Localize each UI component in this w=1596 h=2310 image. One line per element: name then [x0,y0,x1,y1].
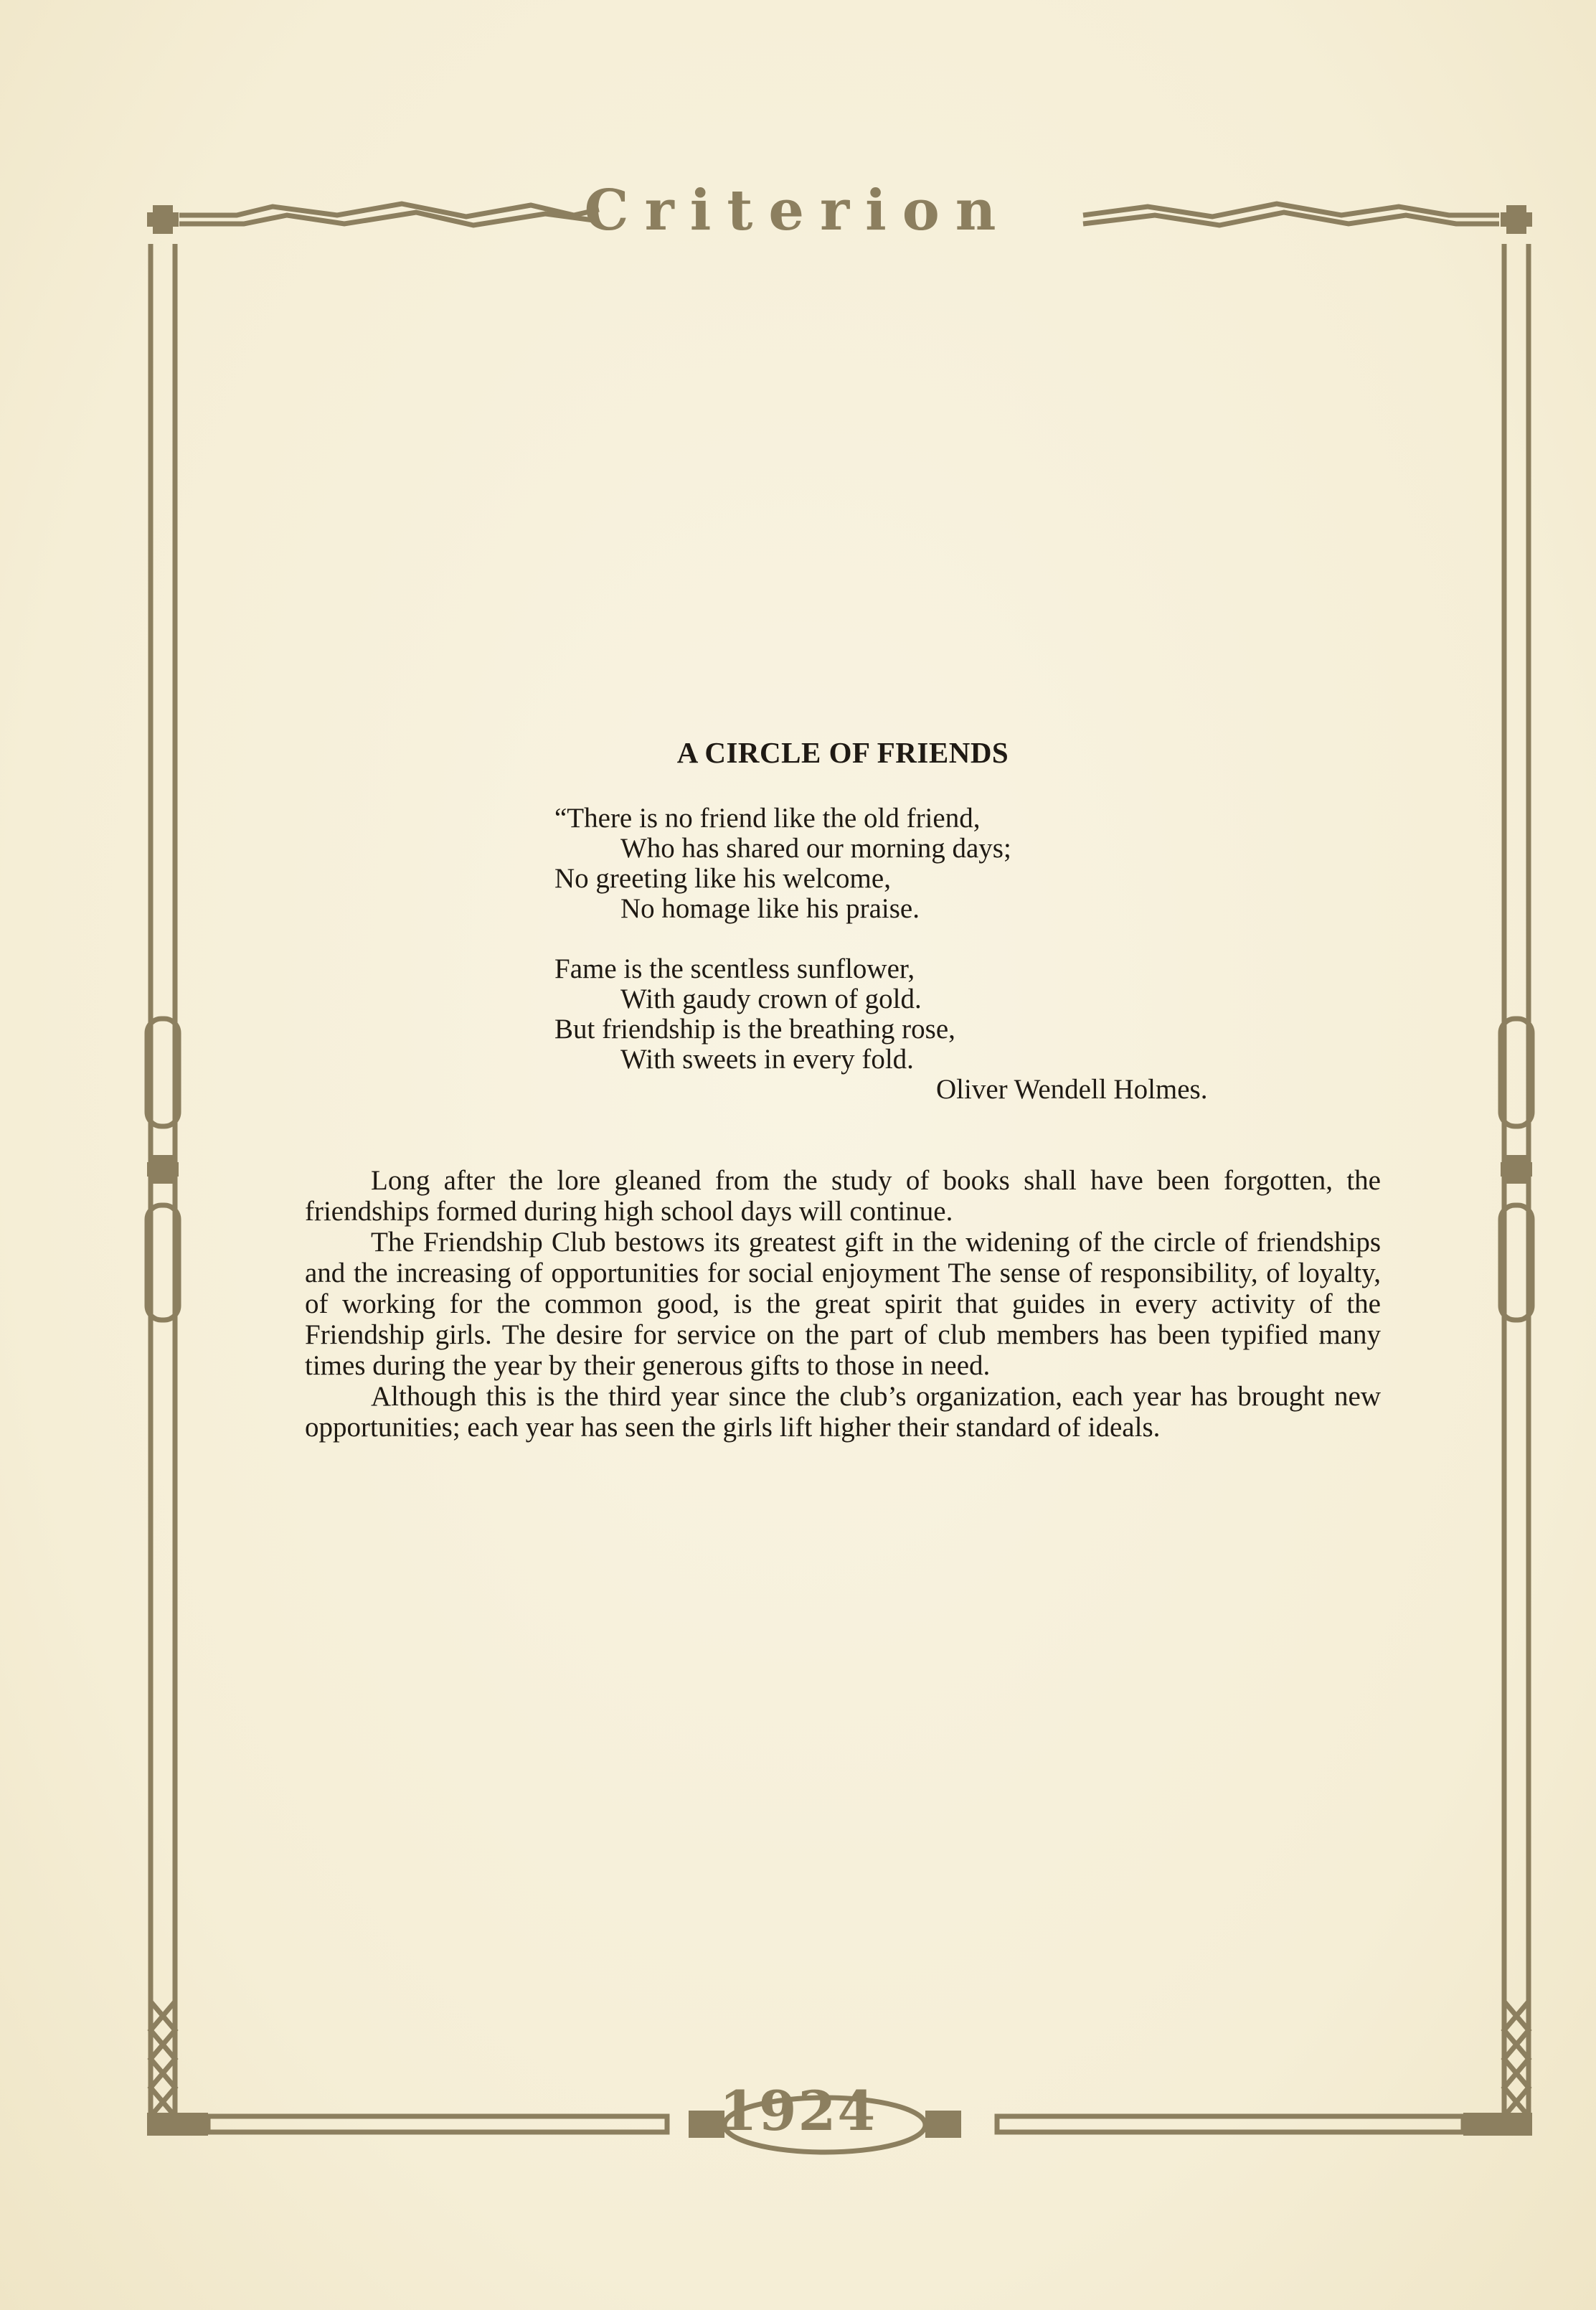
poem-line: But friendship is the breathing rose, [554,1014,955,1045]
article-heading: A CIRCLE OF FRIENDS [676,736,1009,769]
stanza-gap [554,924,1344,954]
yearbook-title: Criterion [584,178,1012,243]
poem-line: No greeting like his welcome, [554,863,891,894]
poem-line: Fame is the scentless sunflower, [554,953,915,984]
body-paragraph: Long after the lore gleaned from the study of books shall have been forgotten, the friendships formed during high school days will continue. [305,1165,1381,1227]
poem-line: With sweets in every fold. [620,1044,914,1075]
poem-line: No homage like his praise. [620,893,920,924]
poem-author: Oliver Wendell Holmes. [936,1074,1208,1105]
poem-line: Who has shared our morning days; [620,833,1011,864]
poem-line: “There is no friend like the old friend, [554,803,981,834]
poem [554,803,1344,1105]
footer-year: 1924 [719,2079,877,2143]
article-body [305,1165,1381,1443]
poem-line: With gaudy crown of gold. [620,984,922,1014]
body-paragraph: Although this is the third year since the club’s organization, each year has brought new opportunities; each year has seen the girls lift higher their standard of ideals. [305,1381,1381,1443]
body-paragraph: The Friendship Club bestows its greatest gift in the widening of the circle of friendships and the increasing of opportunities for social enjoyment The sense of responsibility, of loyalty, of working for the common good, is the great spirit that guides in every activity of the Friendship girls. The desire for service on the part of club members has been typified many times during the year by their generous gifts to those in need. [305,1227,1381,1381]
